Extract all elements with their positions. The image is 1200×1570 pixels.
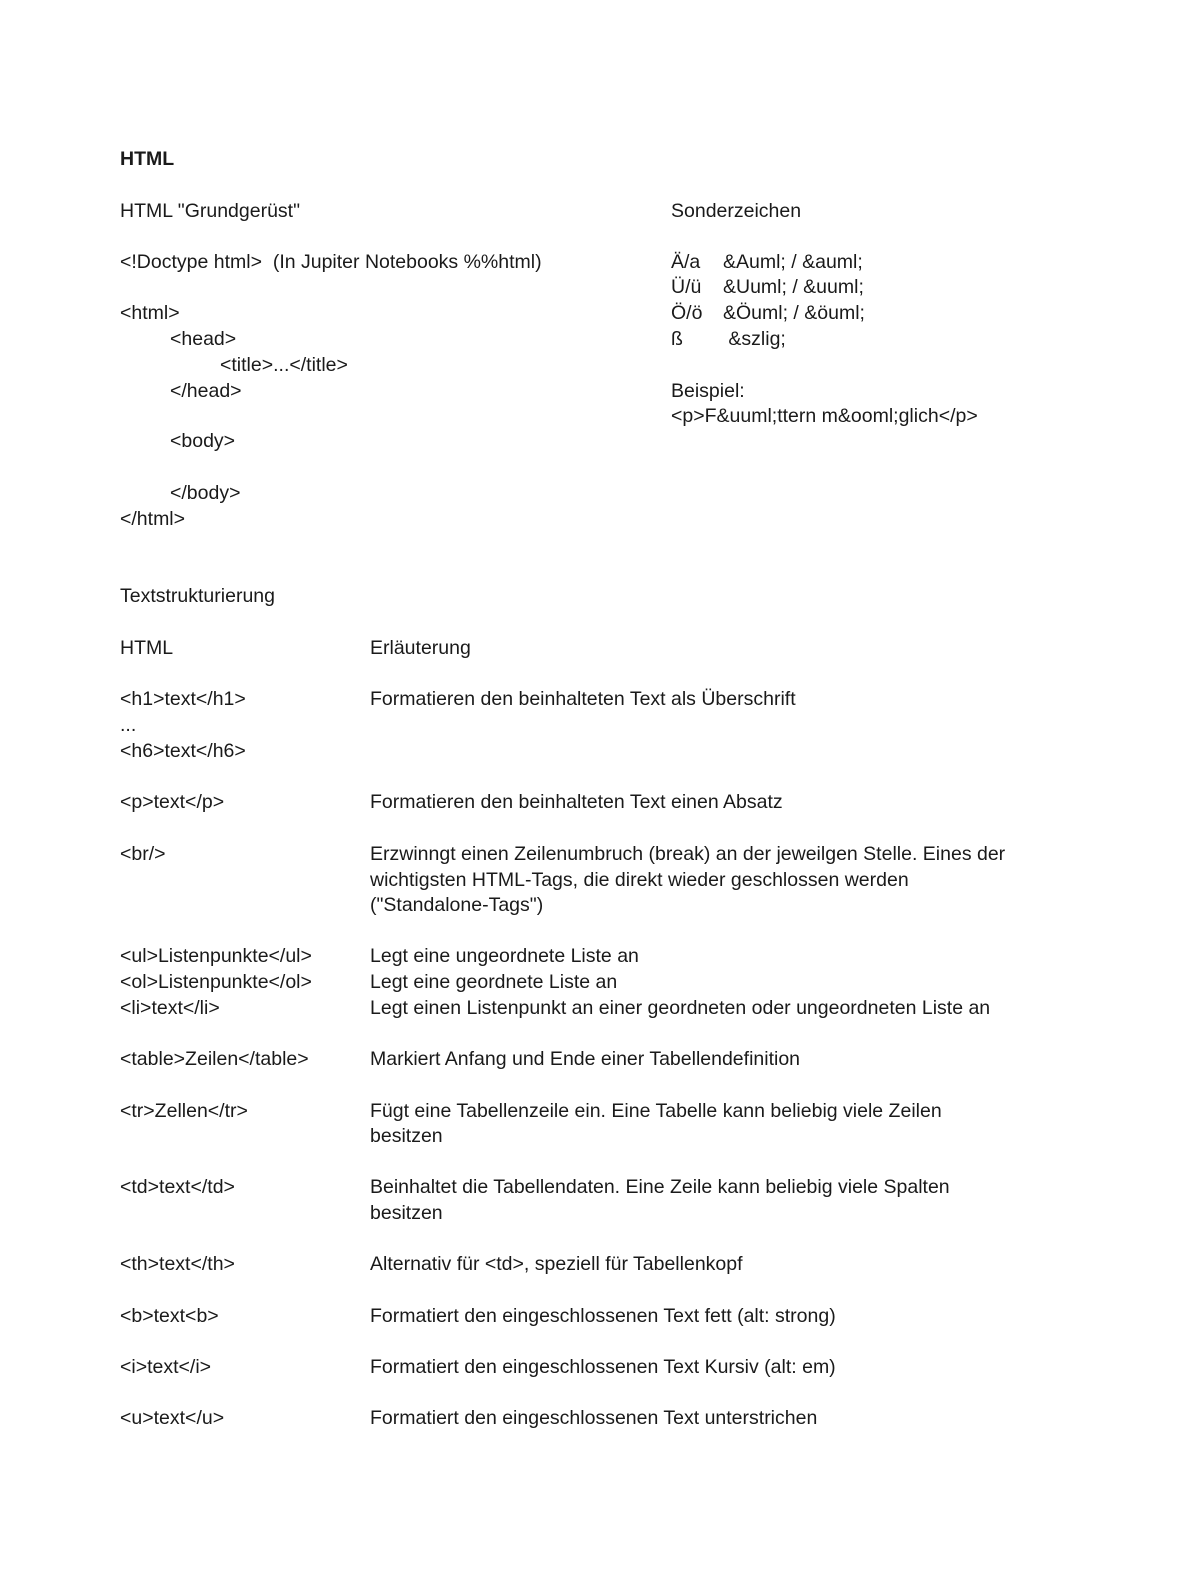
code-line-body-open: <body> xyxy=(170,430,236,452)
tag-cell: <ul>Listenpunkte</ul> xyxy=(120,945,312,967)
entry-chars: Ü/ü xyxy=(671,276,702,298)
tag-cell: <h6>text</h6> xyxy=(120,740,246,762)
description-cell: Erzwinngt einen Zeilenumbruch (break) an der jeweilgen Stelle. Eines der xyxy=(370,843,1006,865)
description-cell: Formatieren den beinhalteten Text als Überschrift xyxy=(370,688,796,710)
description-cell: ("Standalone-Tags") xyxy=(370,894,544,916)
description-cell: Formatiert den eingeschlossenen Text Kursiv (alt: em) xyxy=(370,1356,836,1378)
tag-cell: <p>text</p> xyxy=(120,791,225,813)
description-cell: besitzen xyxy=(370,1125,443,1147)
tag-cell: <h1>text</h1> xyxy=(120,688,246,710)
column-header-html: HTML xyxy=(120,637,174,659)
code-line-title: <title>...</title> xyxy=(220,354,348,376)
tag-cell: <th>text</th> xyxy=(120,1253,235,1275)
entry-code: &szlig; xyxy=(723,328,786,350)
description-cell: Beinhaltet die Tabellendaten. Eine Zeile kann beliebig viele Spalten xyxy=(370,1176,950,1198)
entry-chars: Ö/ö xyxy=(671,302,703,324)
tag-cell: <u>text</u> xyxy=(120,1407,225,1429)
entry-chars: Ä/a xyxy=(671,251,701,273)
description-cell: Formatiert den eingeschlossenen Text fett (alt: strong) xyxy=(370,1305,836,1327)
tag-cell: <li>text</li> xyxy=(120,997,220,1019)
doctype-line: <!Doctype html> (In Jupiter Notebooks %%html) xyxy=(120,251,542,273)
description-cell: wichtigsten HTML-Tags, die direkt wieder geschlossen werden xyxy=(370,869,909,891)
tag-cell: <td>text</td> xyxy=(120,1176,235,1198)
description-cell: Legt eine geordnete Liste an xyxy=(370,971,618,993)
description-cell: Formatieren den beinhalteten Text einen Absatz xyxy=(370,791,783,813)
tag-cell: <i>text</i> xyxy=(120,1356,212,1378)
sonderzeichen-entry xyxy=(671,326,786,352)
example-label: Beispiel: xyxy=(671,380,745,402)
sonderzeichen-entry xyxy=(671,249,863,275)
entry-code: &Öuml; / &öuml; xyxy=(723,302,865,324)
tag-cell: <tr>Zellen</tr> xyxy=(120,1100,248,1122)
description-cell: Markiert Anfang und Ende einer Tabellendefinition xyxy=(370,1048,801,1070)
code-line-body-close: </body> xyxy=(170,482,241,504)
sonderzeichen-entry xyxy=(671,274,864,300)
entry-code: &Auml; / &auml; xyxy=(723,251,863,273)
code-line-html-close: </html> xyxy=(120,508,186,530)
code-line-head-open: <head> xyxy=(170,328,237,350)
code-line-html-open: <html> xyxy=(120,302,180,324)
description-cell: Alternativ für <td>, speziell für Tabellenkopf xyxy=(370,1253,743,1275)
sonderzeichen-heading: Sonderzeichen xyxy=(671,200,802,222)
description-cell: besitzen xyxy=(370,1202,443,1224)
tag-cell: <b>text<b> xyxy=(120,1305,219,1327)
tag-cell: <ol>Listenpunkte</ol> xyxy=(120,971,312,993)
code-line-head-close: </head> xyxy=(170,380,242,402)
entry-chars: ß xyxy=(671,328,683,350)
description-cell: Legt eine ungeordnete Liste an xyxy=(370,945,639,967)
page-title: HTML xyxy=(120,148,175,170)
description-cell: Fügt eine Tabellenzeile ein. Eine Tabelle kann beliebig viele Zeilen xyxy=(370,1100,942,1122)
grundgeruest-heading: HTML "Grundgerüst" xyxy=(120,200,301,222)
column-header-description: Erläuterung xyxy=(370,637,471,659)
tag-cell: <br/> xyxy=(120,843,166,865)
textstrukturierung-heading: Textstrukturierung xyxy=(120,585,275,607)
example-code: <p>F&uuml;ttern m&ooml;glich</p> xyxy=(671,405,978,427)
entry-code: &Uuml; / &uuml; xyxy=(723,276,864,298)
description-cell: Formatiert den eingeschlossenen Text unterstrichen xyxy=(370,1407,818,1429)
sonderzeichen-entry xyxy=(671,300,865,326)
description-cell: Legt einen Listenpunkt an einer geordneten oder ungeordneten Liste an xyxy=(370,997,991,1019)
tag-cell: ... xyxy=(120,714,137,736)
tag-cell: <table>Zeilen</table> xyxy=(120,1048,309,1070)
